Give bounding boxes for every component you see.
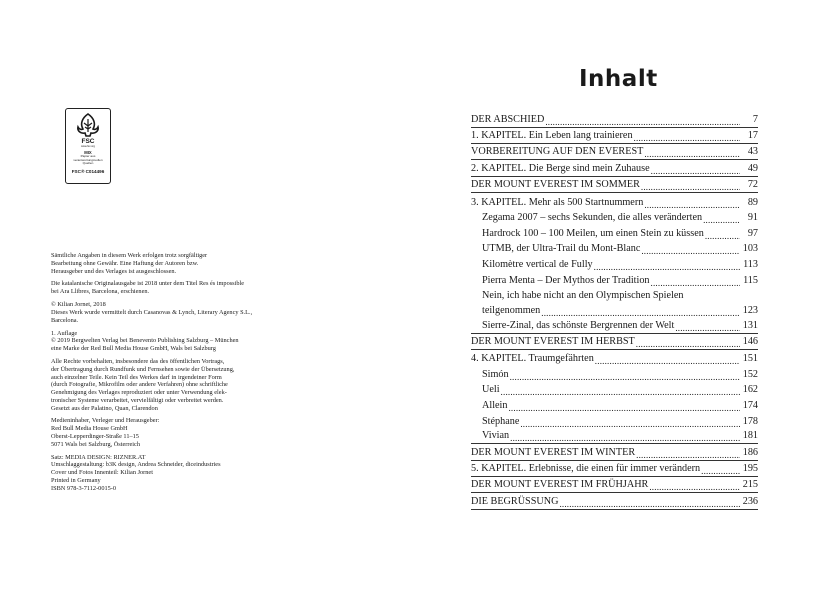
toc-entry-title: Hardrock 100 – 100 Meilen, um einen Stein zu küssen [482,227,704,239]
imprint-paragraph: Sämtliche Angaben in diesem Werk erfolgen trotz sorgfältiger Bearbeitung ohne Gewähr. Eine Haftung der Autoren bzw. Herausgeber und des Verlages ist ausgeschlossen. [51,252,208,275]
toc-entry-page: 146 [742,335,758,347]
toc-subentry[interactable] [471,225,758,241]
toc-entry-title: DER MOUNT EVEREST IM FRÜHJAHR [471,479,649,491]
toc-subentry[interactable] [471,241,758,257]
toc-entry-page: 178 [742,415,758,427]
toc-leader [501,387,740,397]
toc-entry[interactable] [471,351,758,367]
toc-leader [649,482,740,492]
toc-entry[interactable] [471,334,758,350]
toc-entry-title: Stéphane [482,415,520,427]
toc-entry-title: Allein [482,400,508,412]
toc-entry-title: Sierre-Zinal, das schönste Bergrennen der Welt [482,319,675,331]
toc-entry-title: DIE BEGRÜSSUNG [471,495,559,507]
toc-entry[interactable] [471,112,758,128]
toc-entry-title: Pierra Menta – Der Mythos der Tradition [482,274,650,286]
toc-leader [641,182,740,192]
toc-entry-page: 115 [743,274,758,286]
toc-entry-page: 131 [742,319,758,331]
toc-entry-page: 215 [742,479,758,491]
toc-subentry[interactable] [471,272,758,288]
toc-subentry[interactable] [471,429,758,445]
toc-leader [634,133,740,143]
toc-leader [675,323,740,333]
toc-entry-title-continued: teilgenommen [482,304,541,316]
imprint-paragraph: © Kilian Jornet, 2018 Dieses Werk wurde vermittelt durch Casanovas & Lynch, Literary Agency S.L., Barcelona. [51,301,253,324]
toc-leader [510,433,740,443]
toc-entry-title: DER MOUNT EVEREST IM HERBST [471,335,635,347]
imprint-paragraph: Satz: MEDIA DESIGN: RIZNER.AT Umschlaggestaltung: b3K design, Andrea Schneider, diceindustries Cover und Fotos Innenteil: Kilian Jornet Printed in Germany ISBN 978-3-7112-0015-0 [51,453,221,492]
toc-entry-title: VORBEREITUNG AUF DEN EVEREST [471,146,644,158]
table-of-contents [471,112,758,510]
toc-leader [595,356,740,366]
fsc-license-code: FSC® C014496 [71,168,105,174]
toc-leader [705,231,740,241]
toc-leader [651,166,740,176]
toc-subentry[interactable] [471,366,758,382]
imprint [51,252,323,498]
toc-leader [545,117,740,127]
toc-leader [641,246,740,256]
toc-entry-page: 103 [742,243,758,255]
toc-subentry[interactable] [471,413,758,429]
toc-entry-page: 43 [747,146,758,158]
toc-entry-page: 17 [747,129,758,141]
toc-leader [510,372,740,382]
toc-leader [636,450,740,460]
toc-leader [559,499,740,509]
toc-entry[interactable] [471,445,758,461]
fsc-logo [65,108,111,184]
toc-entry-title: 2. KAPITEL. Die Berge sind mein Zuhause [471,162,650,174]
toc-entry-title: Vivian [482,430,510,442]
toc-entry-title: UTMB, der Ultra-Trail du Mont-Blanc [482,243,641,255]
toc-subentry[interactable] [471,288,758,318]
toc-entry[interactable] [471,128,758,144]
toc-entry[interactable] [471,145,758,161]
toc-subentry[interactable] [471,318,758,334]
toc-entry-title: 4. KAPITEL. Traumgefährten [471,353,594,365]
toc-leader [541,308,740,318]
toc-entry-page: 97 [747,227,758,239]
toc-entry[interactable] [471,161,758,177]
toc-leader [644,149,740,159]
toc-subentry[interactable] [471,397,758,413]
toc-entry-title: Zegama 2007 – sechs Sekunden, die alles veränderten [482,212,703,224]
fsc-description: Papier aus verantwortungsvollen Quellen [73,154,103,166]
toc-entry[interactable] [471,194,758,210]
toc-leader [508,403,740,413]
toc-entry-title: 1. KAPITEL. Ein Leben lang trainieren [471,129,633,141]
toc-entry-title: Nein, ich habe nicht an den Olympischen Spielen [482,289,684,301]
fsc-tree-icon [73,112,103,138]
fsc-brand: FSC [81,138,95,145]
toc-entry-page: 186 [742,446,758,458]
toc-leader [651,278,740,288]
toc-entry-title: 3. KAPITEL. Mehr als 500 Startnummern [471,196,644,208]
toc-entry-page: 195 [742,463,758,475]
toc-leader [594,262,740,272]
toc-entry-page: 7 [752,113,758,125]
toc-entry-page: 162 [742,384,758,396]
toc-entry-page: 152 [742,368,758,380]
toc-entry-title: 5. KAPITEL. Erlebnisse, die einen für immer verändern [471,463,701,475]
imprint-paragraph: Alle Rechte vorbehalten, insbesondere das des öffentlichen Vortrags, der Übertragung durch Rundfunk und Fernsehen sowie der Übersetzung, auch einzelner Teile. Kein Teil des Werkes darf in irgendeiner Form (durch Fotografie, Mikrofilm oder andere Verfahren) ohne schriftliche Genehmigung des Verlages reproduziert oder unter Verwendung elek- tronischer Systeme verarbeitet, vervielfältigt oder verbreitet werden. Gesetzt aus der Palatino, Quan, Clarendon [51,358,235,412]
toc-entry-page: 236 [742,495,758,507]
fsc-url: www.fsc.org [81,145,95,148]
toc-entry-page: 89 [747,196,758,208]
toc-entry-page: 151 [742,353,758,365]
toc-leader [703,215,740,225]
contents-title: Inhalt [579,66,658,92]
imprint-paragraph: Medieninhaber, Verleger und Herausgeber: Red Bull Media House GmbH Oberst-Lepperdinger-Straße 11–15 5071 Wals bei Salzburg, Österreich [51,417,160,448]
imprint-paragraph: 1. Auflage © 2019 Bergwelten Verlag bei Benevento Publishing Salzburg – München eine Marke der Red Bull Media House GmbH, Wals bei Salzburg [51,329,239,353]
toc-entry[interactable] [471,478,758,494]
toc-entry-page: 49 [747,162,758,174]
toc-entry-page: 174 [742,400,758,412]
toc-entry-page: 113 [743,258,758,270]
toc-subentry[interactable] [471,256,758,272]
toc-entry-title: Kilomètre vertical de Fully [482,258,593,270]
toc-entry-title: DER MOUNT EVEREST IM SOMMER [471,179,640,191]
toc-entry-page: 72 [747,179,758,191]
toc-entry-page: 181 [742,430,758,442]
toc-entry[interactable] [471,178,758,194]
toc-entry-title: Simón [482,368,509,380]
toc-leader [636,339,740,349]
right-page [411,0,822,595]
imprint-paragraph: Die katalanische Originalausgabe ist 2018 unter dem Titel Res és impossible bei Ara Llibres, Barcelona, erschienen. [51,280,245,296]
toc-entry[interactable] [471,494,758,510]
toc-entry-title: DER MOUNT EVEREST IM WINTER [471,446,636,458]
toc-entry-title: DER ABSCHIED [471,113,545,125]
toc-entry-page: 91 [747,212,758,224]
toc-entry-page: 123 [742,304,758,316]
toc-entry[interactable] [471,461,758,477]
fsc-label: MIX [84,150,92,155]
toc-subentry[interactable] [471,382,758,398]
toc-subentry[interactable] [471,210,758,226]
toc-entry-title: Ueli [482,384,500,396]
toc-leader [644,200,740,210]
toc-leader [520,419,740,429]
toc-leader [701,466,740,476]
